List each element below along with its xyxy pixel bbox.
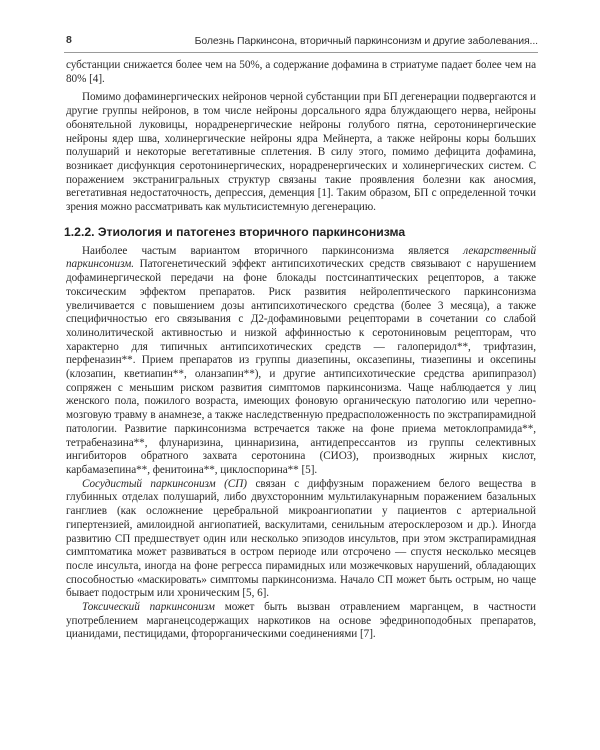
paragraph-vascular-parkinsonism bbox=[66, 478, 536, 601]
drug-parkinsonism-text: Патогенетический эффект антипсихотических средств связывают с нарушением дофаминергической передачи на фоне блокады постсинаптических рецепторов, а также токсическим эффектом препаратов. Риск развития нейролептического паркинсонизма увеличивается с повышением дозы антипсихотического средства (более 3 месяца), а также специфичностью его связывания с Д2-дофаминовыми рецепторами в сочетании со слабой холинолитической активностью и низкой аффинностью к серотониновым рецепторам, что характерно для типичных антипсихотических средств — галоперидол**, трифтазин, перфеназин**. Прием препаратов из группы диазепины, оксазепины, тиазепины и оксепины (клозапин, кветиапин**, оланзапин**), и другие антипсихотические средства арипипразол) сопряжен с меньшим риском развития симптомов паркинсонизма. Чаще наблюдается у лиц женского пола, пожилого возраста, имеющих фоновую органическую патологию или черепно-мозговую травму в анамнезе, а также наследственную предрасположенность по экстрапирамидной патологии. Развитие паркинсонизма встречается также на фоне приема метоклопрамида**, тетрабеназина**, флунаризина, циннаризина, антидепрессантов из группы селективных ингибиторов обратного захвата серотонина (СИОЗ), производных жирных кислот, карбамазепина**, фенитоина**, циклоспорина** [5]. bbox=[66, 258, 536, 476]
drug-parkinsonism-term: лекарственный паркинсонизм. bbox=[66, 244, 536, 271]
page-body bbox=[66, 59, 536, 642]
drug-parkinsonism-intro: Наиболее частым вариантом вторичного паркинсонизма является bbox=[82, 244, 464, 257]
paragraph-toxic-parkinsonism bbox=[66, 601, 536, 642]
toxic-parkinsonism-term: Токсический паркинсонизм bbox=[82, 601, 215, 614]
paragraph-continuation: субстанции снижается более чем на 50%, а содержание дофамина в стриатуме падает более чем на 80% [4]. bbox=[66, 59, 536, 85]
paragraph-neuron-degeneration: Помимо дофаминергических нейронов черной субстанции при БП дегенерации подвергаются и другие группы нейронов, в том числе нейроны дорсального ядра блуждающего нерва, нейроны обонятельной луковицы, норадренергические нейроны голубого пятна, серотонинергические нейроны ядер шва, холинергические нейроны ядра Мейнерта, а также нейроны коры больших полушарий и некоторые вегетативные сплетения. В силу этого, помимо дефицита дофамина, возникает дисфункция серотонинергических, норадренергических и холинергических систем. С поражением экстранигральных структур связаны такие проявления болезни как аносмия, вегетативная недостаточность, депрессия, деменция [1]. Таким образом, БП с определенной точки зрения можно рассматривать как мультисистемную дегенерацию. bbox=[66, 91, 536, 214]
vascular-parkinsonism-term: Сосудистый паркинсонизм (СП) bbox=[82, 477, 247, 490]
page-number: 8 bbox=[66, 34, 72, 46]
vascular-parkinsonism-text: связан с диффузным поражением белого вещества в глубинных отделах полушарий, либо двухсторонним мультилакунарным поражением базальных ганглиев (как осложнение церебральной микроангиопатии у пациентов с артериальной гипертензией, амилоидной ангиопатией, васкулитами, сенильным атеросклерозом и др.). Иногда развитию СП предшествует один или несколько эпизодов инсультов, при этом экстрапирамидная симптоматика может развиваться в остром периоде или отсрочено — спустя несколько месяцев после инсульта, иногда на фоне регресса пирамидных или мозжечковых нарушений, обладающих способностью «маскировать» симптомы паркинсонизма. Начало СП может быть острым, но чаще бывает подострым или хроническим [5, 6]. bbox=[66, 477, 536, 600]
page-header bbox=[64, 30, 538, 53]
section-heading: 1.2.2. Этиология и патогенез вторичного паркинсонизма bbox=[64, 224, 406, 239]
paragraph-drug-parkinsonism bbox=[66, 245, 536, 478]
toxic-parkinsonism-text: может быть вызван отравлением марганцем, в частности употреблением марганецсодержащих наркотиков на основе эфедриноподобных препаратов, цианидами, пестицидами, фторорганическими соединениями [7]. bbox=[66, 601, 536, 641]
running-title: Болезнь Паркинсона, вторичный паркинсонизм и другие заболевания... bbox=[194, 35, 538, 47]
